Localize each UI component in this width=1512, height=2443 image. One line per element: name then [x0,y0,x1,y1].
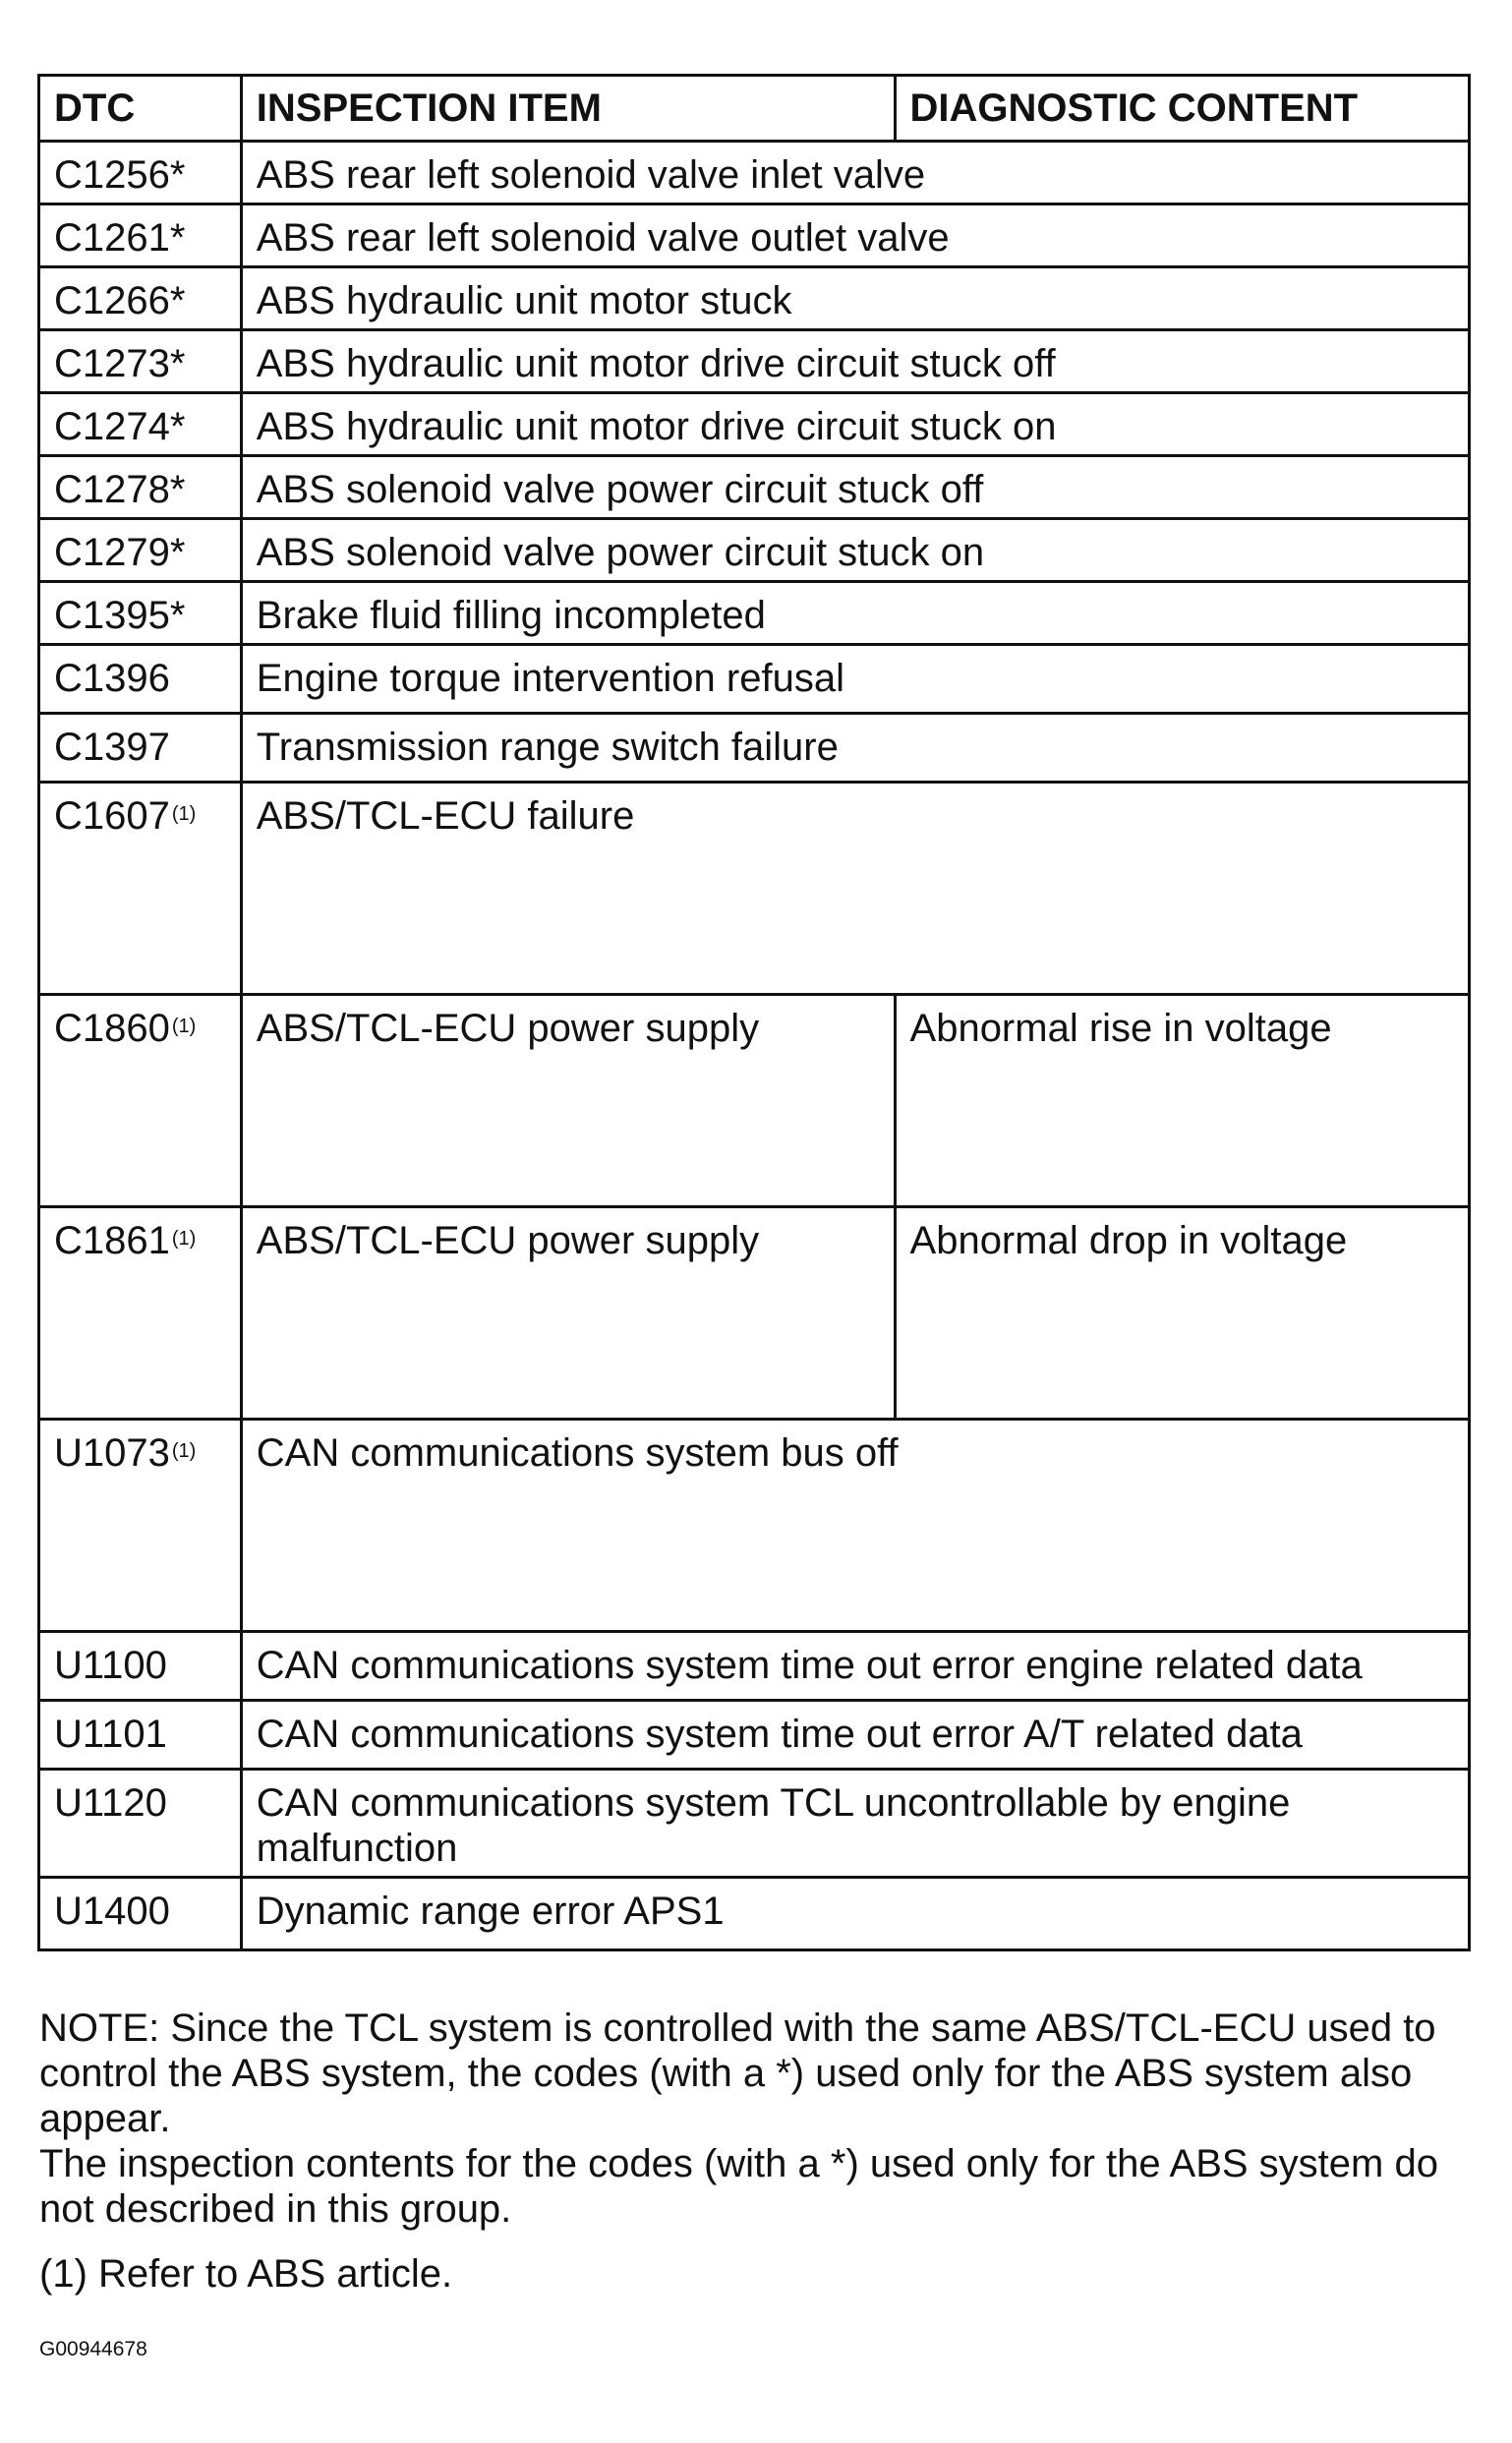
inspection-item-cell: ABS solenoid valve power circuit stuck on [241,519,1469,582]
table-row [39,393,1470,456]
table-row [39,1420,1470,1632]
dtc-cell [39,204,242,267]
footnote-marker: (1) [171,1440,197,1462]
table-body [39,142,1470,1950]
dtc-code: C1396 [54,657,170,700]
table-row [39,142,1470,204]
dtc-code: C1395* [54,594,186,637]
table-row [39,1207,1470,1420]
diagnostic-content-cell: Abnormal rise in voltage [895,995,1469,1207]
dtc-cell [39,1770,242,1878]
dtc-code: C1266* [54,279,186,322]
inspection-item-cell: ABS hydraulic unit motor drive circuit stuck on [241,393,1469,456]
header-inspection-item: INSPECTION ITEM [241,76,895,142]
inspection-item-cell: ABS/TCL-ECU power supply [241,995,895,1207]
note-paragraph: The inspection contents for the codes (with a *) used only for the ABS system do not described in this group. [39,2142,1438,2231]
dtc-code: C1261* [54,216,186,260]
dtc-code: U1120 [54,1781,167,1825]
footnote-marker: (1) [171,1016,197,1037]
dtc-code: U1400 [54,1890,170,1933]
dtc-code: C1273* [54,342,186,385]
table-row [39,204,1470,267]
dtc-code: U1100 [54,1644,167,1687]
inspection-item-cell: Brake fluid filling incompleted [241,582,1469,645]
dtc-code: C1274* [54,405,186,448]
footnote-marker: (1) [171,803,197,825]
dtc-cell [39,645,242,714]
table-row [39,1878,1470,1950]
dtc-code: C1256* [54,153,186,197]
table-row [39,783,1470,995]
figure-id: G00944678 [39,2338,147,2360]
dtc-code: U1073 [54,1431,170,1475]
inspection-item-cell: ABS/TCL-ECU failure [241,783,1469,995]
dtc-code: U1101 [54,1713,167,1756]
note-paragraph: NOTE: Since the TCL system is controlled with the same ABS/TCL-ECU used to control the ABS system, the codes (with a *) used only for the ABS system also appear. [39,2007,1436,2140]
inspection-item-cell: ABS hydraulic unit motor stuck [241,267,1469,330]
dtc-cell [39,1701,242,1770]
table-row [39,995,1470,1207]
table-row [39,456,1470,519]
table-header-row [39,76,1470,142]
table-row [39,714,1470,783]
inspection-item-cell: ABS/TCL-ECU power supply [241,1207,895,1420]
dtc-cell [39,995,242,1207]
inspection-item-cell: CAN communications system TCL uncontrollable by engine malfunction [241,1770,1469,1878]
dtc-cell [39,519,242,582]
dtc-cell [39,783,242,995]
inspection-item-cell: ABS rear left solenoid valve inlet valve [241,142,1469,204]
inspection-item-cell: Engine torque intervention refusal [241,645,1469,714]
header-diagnostic-content: DIAGNOSTIC CONTENT [895,76,1469,142]
dtc-code: C1397 [54,726,170,769]
inspection-item-cell: ABS hydraulic unit motor drive circuit stuck off [241,330,1469,393]
dtc-table [37,74,1471,1951]
table-row [39,1701,1470,1770]
table-row [39,1632,1470,1701]
table-row [39,582,1470,645]
dtc-code: C1279* [54,531,186,574]
table-row [39,1770,1470,1878]
diagnostic-content-cell: Abnormal drop in voltage [895,1207,1469,1420]
inspection-item-cell: Dynamic range error APS1 [241,1878,1469,1950]
dtc-cell [39,582,242,645]
footnote: (1) Refer to ABS article. [39,2252,453,2296]
dtc-cell [39,142,242,204]
note-block [39,2006,1475,2232]
dtc-cell [39,714,242,783]
table-row [39,645,1470,714]
dtc-cell [39,330,242,393]
dtc-cell [39,393,242,456]
inspection-item-cell: CAN communications system time out error engine related data [241,1632,1469,1701]
table-row [39,519,1470,582]
inspection-item-cell: Transmission range switch failure [241,714,1469,783]
dtc-code: C1278* [54,468,186,511]
inspection-item-cell: ABS solenoid valve power circuit stuck off [241,456,1469,519]
inspection-item-cell: ABS rear left solenoid valve outlet valve [241,204,1469,267]
dtc-code: C1861 [54,1219,170,1262]
inspection-item-cell: CAN communications system bus off [241,1420,1469,1632]
dtc-cell [39,456,242,519]
table-row [39,330,1470,393]
table-row [39,267,1470,330]
dtc-cell [39,1632,242,1701]
dtc-cell [39,1878,242,1950]
dtc-cell [39,1420,242,1632]
inspection-item-cell: CAN communications system time out error A/T related data [241,1701,1469,1770]
dtc-cell [39,1207,242,1420]
dtc-code: C1607 [54,794,170,838]
dtc-code: C1860 [54,1007,170,1050]
header-dtc: DTC [39,76,242,142]
footnote-marker: (1) [171,1228,197,1250]
dtc-cell [39,267,242,330]
